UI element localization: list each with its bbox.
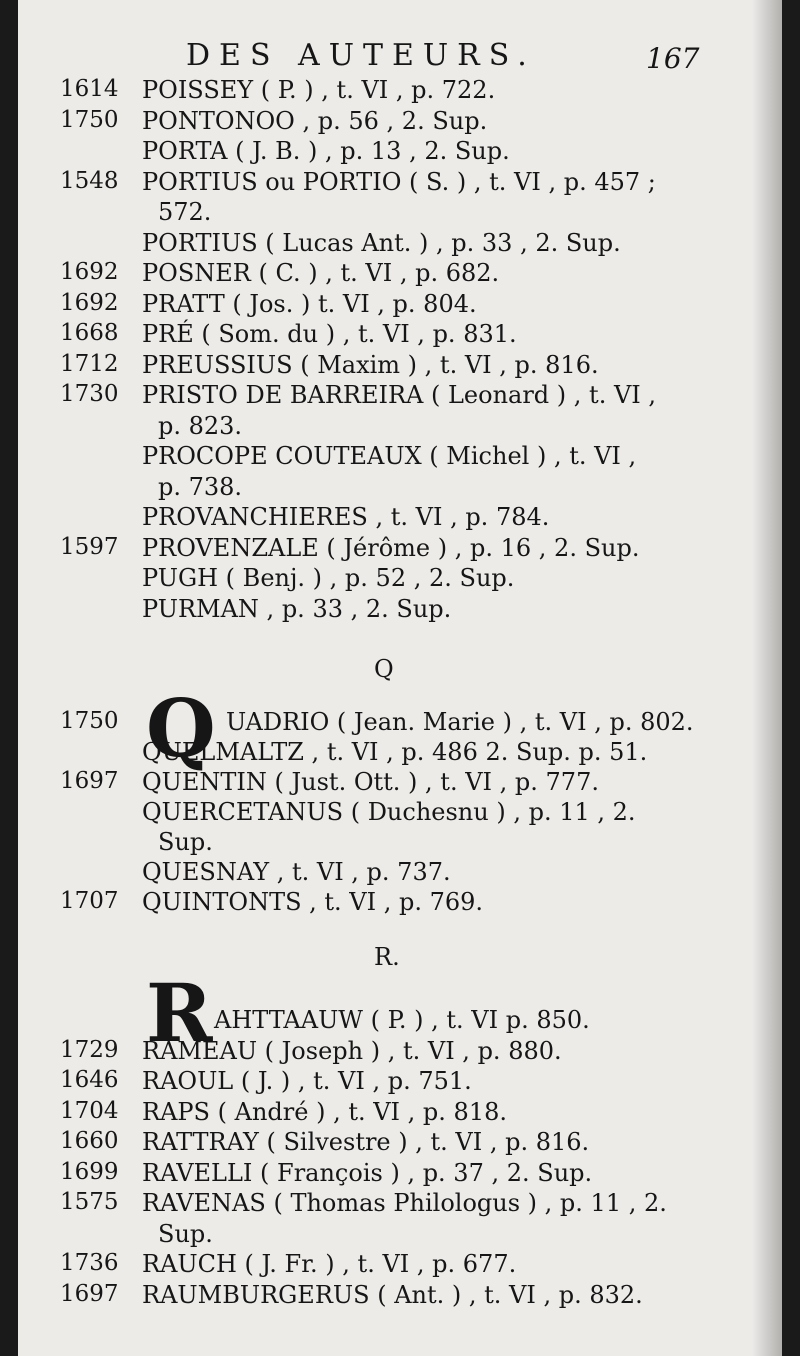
entry-year: 1692 bbox=[60, 289, 119, 316]
index-entry bbox=[18, 107, 782, 141]
running-title: DES AUTEURS. bbox=[186, 38, 536, 73]
index-entry bbox=[18, 888, 782, 922]
entry-year: 1575 bbox=[60, 1189, 119, 1215]
index-entry bbox=[18, 351, 782, 385]
section-heading-r: R. bbox=[374, 943, 400, 971]
index-entry bbox=[18, 1159, 782, 1193]
entry-text: PRÉ ( Som. du ) , t. VI , p. 831. bbox=[142, 320, 517, 348]
index-entry bbox=[18, 290, 782, 324]
index-entry bbox=[18, 503, 782, 537]
entry-text: PRISTO DE BARREIRA ( Leonard ) , t. VI , bbox=[142, 381, 657, 409]
entry-text: QUELMALTZ , t. VI , p. 486 2. Sup. p. 51. bbox=[142, 738, 648, 766]
entry-text: RAUMBURGERUS ( Ant. ) , t. VI , p. 832. bbox=[142, 1280, 643, 1309]
entry-text: UADRIO ( Jean. Marie ) , t. VI , p. 802. bbox=[226, 708, 694, 736]
index-entry bbox=[18, 738, 782, 772]
index-entry bbox=[18, 708, 782, 742]
index-entry bbox=[18, 798, 782, 832]
index-entry bbox=[18, 473, 782, 507]
entry-text: QUERCETANUS ( Duchesnu ) , p. 11 , 2. bbox=[142, 798, 636, 826]
entry-text: RAVELLI ( François ) , p. 37 , 2. Sup. bbox=[142, 1158, 593, 1187]
entry-text: PORTIUS ou PORTIO ( S. ) , t. VI , p. 457 ; bbox=[142, 167, 656, 196]
entry-text: QUINTONTS , t. VI , p. 769. bbox=[142, 888, 484, 916]
dropcap-r: R bbox=[146, 966, 213, 1060]
entry-text: RAMEAU ( Joseph ) , t. VI , p. 880. bbox=[142, 1036, 562, 1065]
entry-year: 1697 bbox=[60, 1280, 119, 1307]
entry-text: RATTRAY ( Silvestre ) , t. VI , p. 816. bbox=[142, 1128, 590, 1156]
entry-text: AHTTAAUW ( P. ) , t. VI p. 850. bbox=[214, 1006, 590, 1034]
entry-text: p. 823. bbox=[158, 411, 243, 440]
index-entry bbox=[18, 1006, 782, 1040]
section-heading-q: Q bbox=[374, 655, 394, 683]
entry-text: Sup. bbox=[158, 828, 213, 856]
entry-year: 1750 bbox=[60, 708, 119, 734]
index-entry bbox=[18, 1250, 782, 1284]
entry-text: QUENTIN ( Just. Ott. ) , t. VI , p. 777. bbox=[142, 768, 599, 796]
index-entry bbox=[18, 595, 782, 629]
index-entry bbox=[18, 412, 782, 446]
page-header bbox=[18, 38, 782, 78]
index-entry bbox=[18, 381, 782, 415]
entry-year: 1730 bbox=[60, 381, 119, 407]
entry-text: RAUCH ( J. Fr. ) , t. VI , p. 677. bbox=[142, 1250, 517, 1278]
entry-text: RAOUL ( J. ) , t. VI , p. 751. bbox=[142, 1067, 472, 1095]
entry-text: QUESNAY , t. VI , p. 737. bbox=[142, 858, 451, 886]
dropcap-q: Q bbox=[146, 681, 216, 775]
entry-year: 1736 bbox=[60, 1250, 119, 1276]
entry-year: 1668 bbox=[60, 320, 119, 346]
index-entry bbox=[18, 534, 782, 568]
entry-year: 1704 bbox=[60, 1097, 119, 1124]
entry-text: PONTONOO , p. 56 , 2. Sup. bbox=[142, 106, 488, 135]
entry-year: 1597 bbox=[60, 533, 119, 560]
index-entry bbox=[18, 1037, 782, 1071]
entry-year: 1660 bbox=[60, 1128, 119, 1154]
entry-year: 1697 bbox=[60, 768, 119, 794]
entry-text: PREUSSIUS ( Maxim ) , t. VI , p. 816. bbox=[142, 350, 599, 379]
index-entry bbox=[18, 1281, 782, 1315]
entry-text: PUGH ( Benj. ) , p. 52 , 2. Sup. bbox=[142, 564, 515, 592]
index-entry bbox=[18, 858, 782, 892]
entry-text: p. 738. bbox=[158, 472, 243, 501]
entry-text: Sup. bbox=[158, 1219, 213, 1248]
index-entry bbox=[18, 1220, 782, 1254]
index-entry bbox=[18, 442, 782, 476]
index-entry bbox=[18, 259, 782, 293]
index-entry bbox=[18, 168, 782, 202]
entry-year: 1614 bbox=[60, 76, 119, 102]
entry-year: 1646 bbox=[60, 1067, 119, 1093]
index-entry bbox=[18, 1128, 782, 1162]
index-entry bbox=[18, 198, 782, 232]
entry-text: PORTIUS ( Lucas Ant. ) , p. 33 , 2. Sup. bbox=[142, 228, 621, 257]
index-entry bbox=[18, 1098, 782, 1132]
page-number: 167 bbox=[646, 42, 700, 75]
entry-text: PORTA ( J. B. ) , p. 13 , 2. Sup. bbox=[142, 137, 510, 165]
entry-year: 1699 bbox=[60, 1158, 119, 1185]
entry-text: POISSEY ( P. ) , t. VI , p. 722. bbox=[142, 76, 496, 104]
entry-text: 572. bbox=[158, 198, 212, 226]
index-entry bbox=[18, 1067, 782, 1101]
entry-year: 1712 bbox=[60, 350, 119, 377]
entry-text: PROCOPE COUTEAUX ( Michel ) , t. VI , bbox=[142, 442, 637, 470]
entry-text: POSNER ( C. ) , t. VI , p. 682. bbox=[142, 259, 500, 287]
entry-year: 1548 bbox=[60, 167, 119, 194]
entry-text: PROVENZALE ( Jérôme ) , p. 16 , 2. Sup. bbox=[142, 533, 640, 562]
book-page bbox=[18, 0, 782, 1356]
index-entry bbox=[18, 229, 782, 263]
index-entry bbox=[18, 828, 782, 862]
index-entry bbox=[18, 137, 782, 171]
index-entry bbox=[18, 320, 782, 354]
index-entry bbox=[18, 564, 782, 598]
entry-text: PRATT ( Jos. ) t. VI , p. 804. bbox=[142, 289, 477, 318]
entry-text: RAVENAS ( Thomas Philologus ) , p. 11 , 2. bbox=[142, 1189, 667, 1217]
index-entry bbox=[18, 1189, 782, 1223]
entry-year: 1692 bbox=[60, 259, 119, 285]
index-entry bbox=[18, 768, 782, 802]
entry-text: PROVANCHIERES , t. VI , p. 784. bbox=[142, 503, 550, 531]
entry-year: 1750 bbox=[60, 106, 119, 133]
entry-text: PURMAN , p. 33 , 2. Sup. bbox=[142, 594, 452, 623]
entry-text: RAPS ( André ) , t. VI , p. 818. bbox=[142, 1097, 507, 1126]
entry-year: 1729 bbox=[60, 1036, 119, 1063]
index-entry bbox=[18, 76, 782, 110]
entry-year: 1707 bbox=[60, 888, 119, 914]
